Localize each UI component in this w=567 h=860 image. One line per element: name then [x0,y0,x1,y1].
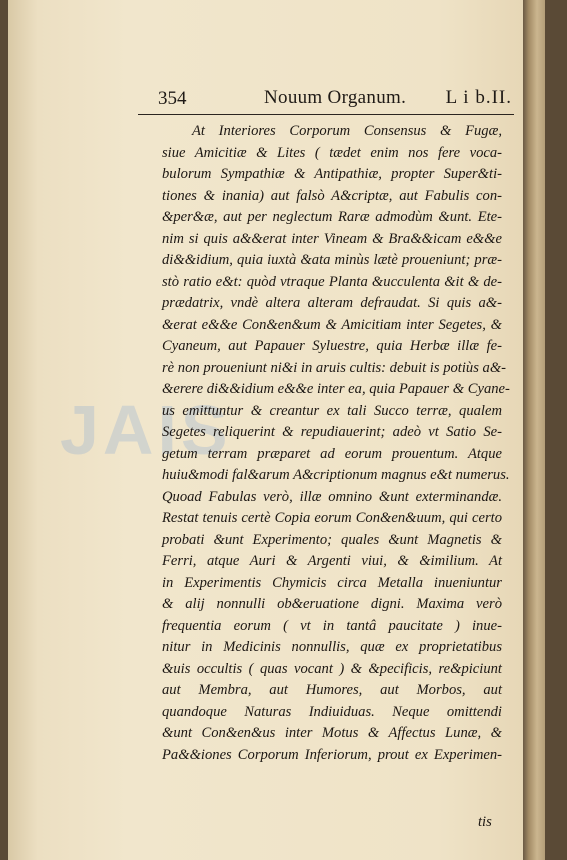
text-line: Cyaneum, aut Papauer Syluestre, quia Herbæ illæ fe- [162,338,502,354]
text-line: in Experimentis Chymicis circa Metalla inueniuntur [162,574,502,591]
text-line: &erere di&&idium e&&e inter ea, quia Papauer & Cyane- [162,381,510,397]
text-line: rè non proueniunt ni&i in aruis cultis: debuit is potiùs a&- [162,359,507,376]
text-line: &uis occultis ( quas vocant ) & &pecificis, re&piciunt [162,660,502,677]
text-line: &per&æ, aut per neglectum Raræ admodùm &unt. Ete- [162,209,502,225]
text-line: Segetes reliquerint & repudiauerint; adeò vt Satio Se- [162,424,502,440]
text-line: siue Amicitiæ & Lites ( tædet enim nos fere voca- [162,144,502,161]
text-line: bulorum Sympathiæ & Antipathiæ, propter Super&ti- [162,166,502,182]
text-line: prædatrix, vndè altera alteram defraudat. Si quis a&- [162,295,502,311]
text-line: Quoad Fabulas verò, illæ omnino &unt exterminandæ. [162,488,502,505]
text-line: Pa&&iones Corporum Inferiorum, prout ex Experimen- [162,746,502,763]
page-number: 354 [158,88,187,109]
text-line: huiu&modi fal&arum A&criptionum magnus e&t numerus. [162,467,510,483]
text-line: &erat e&&e Con&en&um & Amicitiam inter Segetes, & [162,316,502,333]
text-line: us emittuntur & creantur ex tali Succo terræ, qualem [162,402,502,419]
text-line: At Interiores Corporum Consensus & Fugæ, [192,123,502,139]
text-line: quandoque Naturas Indiuiduas. Neque omittendi [162,703,502,720]
book-label: L i b.II. [445,87,512,108]
page-edge [523,0,545,860]
body-text [162,121,510,766]
running-header [138,84,514,115]
watermark: JAIS [60,391,232,469]
running-title: Nouum Organum. [264,87,407,108]
text-line: stò ratio e&t: quòd vtraque Planta &ucculenta &it & de- [162,273,502,290]
text-line: di&&idium, quia iuxtà &ata minùs lætè proueniunt; præ- [162,252,502,268]
text-line: Restat tenuis certè Copia eorum Con&en&uum, qui certo [162,510,502,526]
text-line: frequentia eorum ( vt in tantâ paucitate ) inue- [162,617,502,634]
text-line: &unt Con&en&us inter Motus & Affectus Lunæ, & [162,725,502,741]
catchword: tis [478,814,492,830]
text-line: tiones & inania) aut falsò A&criptæ, aut Fabulis con- [162,187,502,204]
text-line: nitur in Medicinis nonnullis, quæ ex proprietatibus [162,639,502,655]
text-line: Ferri, atque Auri & Argenti viui, & &imilium. At [162,553,502,569]
text-line: nim si quis a&&erat inter Vineam & Bra&&icam e&&e [162,230,502,247]
text-line: probati &unt Experimento; quales &unt Magnetis & [162,531,502,548]
text-line: getum terram præparet ad eorum prouentum. Atque [162,445,502,462]
text-line: aut Membra, aut Humores, aut Morbos, aut [162,682,502,698]
text-line: & alij nonnulli ob&eruatione digni. Maxima verò [162,596,502,612]
